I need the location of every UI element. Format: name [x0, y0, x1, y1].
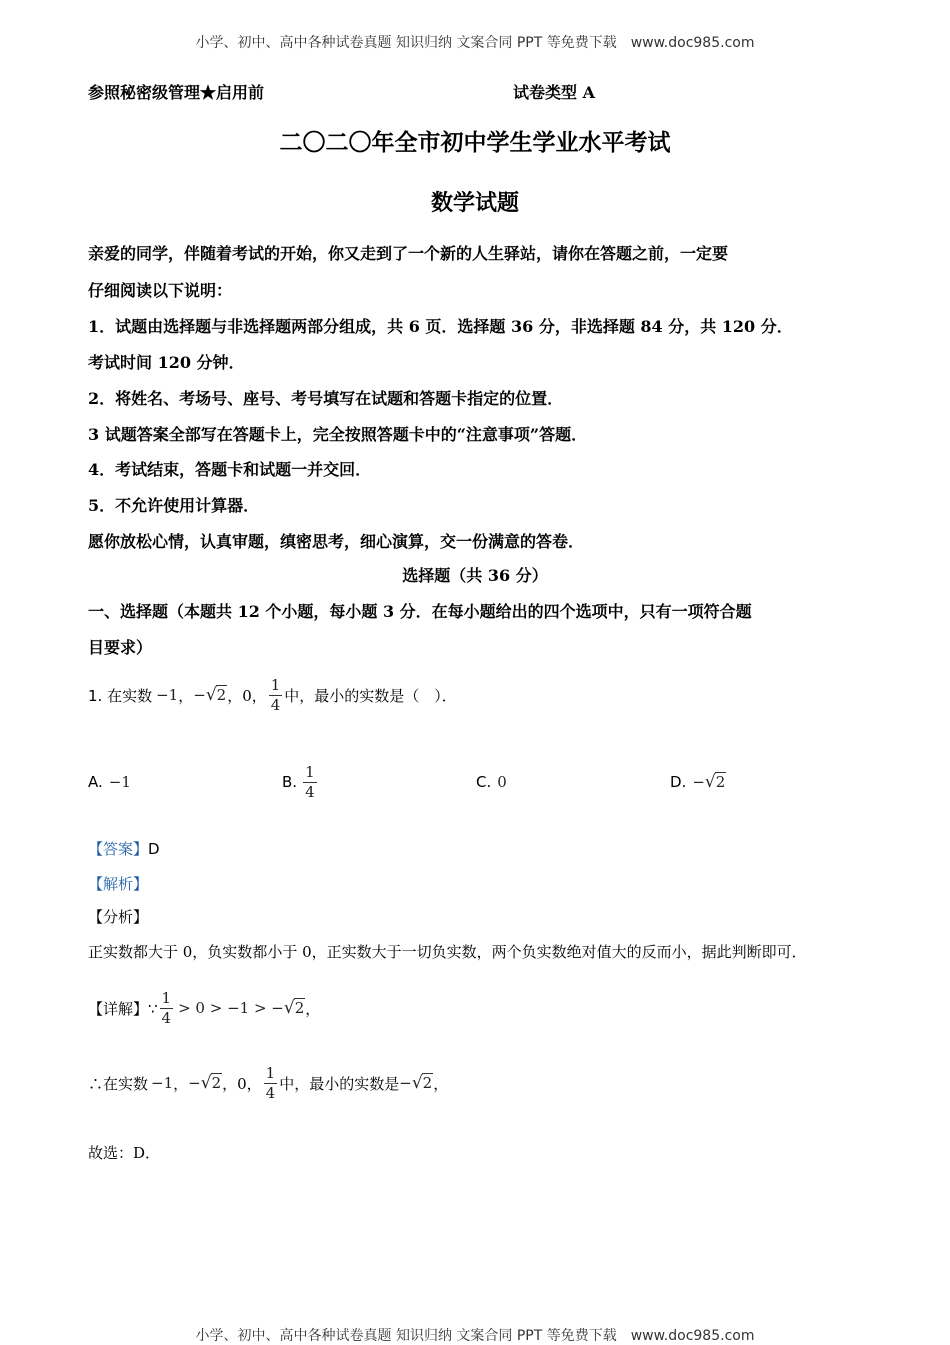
option-c-label: C. [476, 773, 492, 791]
answer-line [88, 838, 160, 859]
option-b[interactable] [282, 757, 319, 807]
part-heading-1: 一、选择题（本题共 12 个小题，每小题 3 分．在每小题给出的四个选项中，只有一项符合题 [88, 602, 752, 621]
intro-line-2: 仔细阅读以下说明： [88, 281, 233, 300]
analysis-label: 【解析】 [88, 875, 149, 893]
detail-numerator: 1 [161, 988, 172, 1007]
part-heading-2: 目要求） [88, 638, 153, 657]
question-1-fraction [269, 675, 283, 714]
therefore-sep-1: ， [173, 1074, 189, 1093]
sqrt-icon: √2 [704, 772, 726, 792]
instruction-1a: 1．试题由选择题与非选择题两部分组成，共 6 页．选择题 36 分，非选择题 84 分，共 120 分． [88, 317, 793, 336]
therefore-neg: − [188, 1074, 201, 1092]
option-b-numerator: 1 [305, 762, 315, 781]
question-1 [88, 670, 457, 720]
therefore-denominator: 4 [265, 1083, 276, 1102]
therefore-mid: 中，最小的实数是 [279, 1074, 400, 1093]
detail-label: 【详解】∵ [88, 999, 158, 1018]
detail-line [88, 985, 320, 1031]
option-a-value: −1 [108, 773, 131, 791]
page-header: 小学、初中、高中各种试卷真题 知识归纳 文案合同 PPT 等免费下载 www.doc985.com [195, 35, 755, 51]
page-footer: 小学、初中、高中各种试卷真题 知识归纳 文案合同 PPT 等免费下载 www.doc985.com [195, 1328, 755, 1344]
sqrt-icon: √2 [283, 998, 305, 1018]
detail-denominator: 4 [161, 1008, 172, 1027]
option-a[interactable] [88, 757, 131, 807]
exam-title: 二〇二〇年全市初中学生学业水平考试 [279, 129, 671, 156]
option-d-label: D. [670, 773, 687, 791]
option-b-fraction [303, 762, 317, 801]
question-1-prefix: 1. 在实数 [88, 686, 153, 705]
therefore-line [88, 1058, 448, 1108]
question-1-neg: − [193, 686, 206, 704]
choose-line: 故选：D． [88, 1144, 161, 1162]
option-b-label: B. [282, 773, 298, 791]
instruction-2: 2．将姓名、考场号、座号、考号填写在试题和答题卡指定的位置． [88, 389, 564, 408]
option-d-root: 2 [715, 773, 726, 791]
question-1-root: 2 [216, 686, 227, 704]
detail-fraction [160, 988, 174, 1027]
sqrt-icon: √2 [200, 1073, 222, 1093]
option-d-neg: − [692, 773, 705, 791]
option-d[interactable] [670, 757, 726, 807]
question-1-sep-1: ， [178, 686, 194, 705]
secret-level: 参照秘密级管理★启用前 [88, 83, 265, 102]
therefore-answer-neg: − [399, 1074, 412, 1092]
answer-value: D [148, 840, 160, 858]
section-heading: 选择题（共 36 分） [402, 566, 548, 585]
therefore-fraction [264, 1063, 278, 1102]
option-c[interactable] [476, 757, 507, 807]
detail-inequality: > 0 > −1 > − [178, 999, 284, 1017]
therefore-answer-root: 2 [422, 1074, 433, 1092]
detail-end: ， [305, 999, 321, 1018]
sqrt-icon: √2 [411, 1073, 433, 1093]
closing-line: 愿你放松心情，认真审题，缜密思考，细心演算，交一份满意的答卷． [88, 532, 585, 551]
sqrt-icon: √2 [205, 685, 227, 705]
exam-type: 试卷类型 A [513, 83, 595, 102]
therefore-value-a: −1 [151, 1074, 174, 1092]
option-b-denominator: 4 [305, 782, 315, 801]
therefore-sep-2: ，0， [222, 1074, 262, 1093]
option-a-label: A. [88, 773, 103, 791]
option-c-value: 0 [497, 773, 507, 791]
therefore-prefix: ∴在实数 [88, 1074, 149, 1093]
exam-subtitle: 数学试题 [430, 190, 519, 216]
therefore-root: 2 [211, 1074, 222, 1092]
therefore-end: ， [433, 1074, 449, 1093]
fraction-denominator: 4 [270, 695, 281, 714]
detail-root: 2 [294, 999, 305, 1017]
fraction-numerator: 1 [270, 675, 281, 694]
fenxi-label: 【分析】 [88, 908, 149, 926]
instruction-3: 3 试题答案全部写在答题卡上，完全按照答题卡中的“注意事项”答题． [88, 425, 588, 444]
instruction-4: 4．考试结束，答题卡和试题一并交回． [88, 460, 372, 479]
intro-line-1: 亲爱的同学，伴随着考试的开始，你又走到了一个新的人生驿站，请你在答题之前，一定要 [88, 244, 729, 263]
question-1-sep-2: ，0， [227, 686, 267, 705]
instruction-1b: 考试时间 120 分钟． [88, 353, 245, 372]
answer-label: 【答案】 [88, 840, 149, 858]
fenxi-text: 正实数都大于 0，负实数都小于 0，正实数大于一切负实数，两个负实数绝对值大的反而小，据此判断即可． [88, 943, 807, 961]
question-1-suffix: 中，最小的实数是（ ）． [284, 686, 457, 705]
question-1-value-a: −1 [156, 686, 179, 704]
instruction-5: 5．不允许使用计算器． [88, 496, 260, 515]
therefore-numerator: 1 [265, 1063, 276, 1082]
